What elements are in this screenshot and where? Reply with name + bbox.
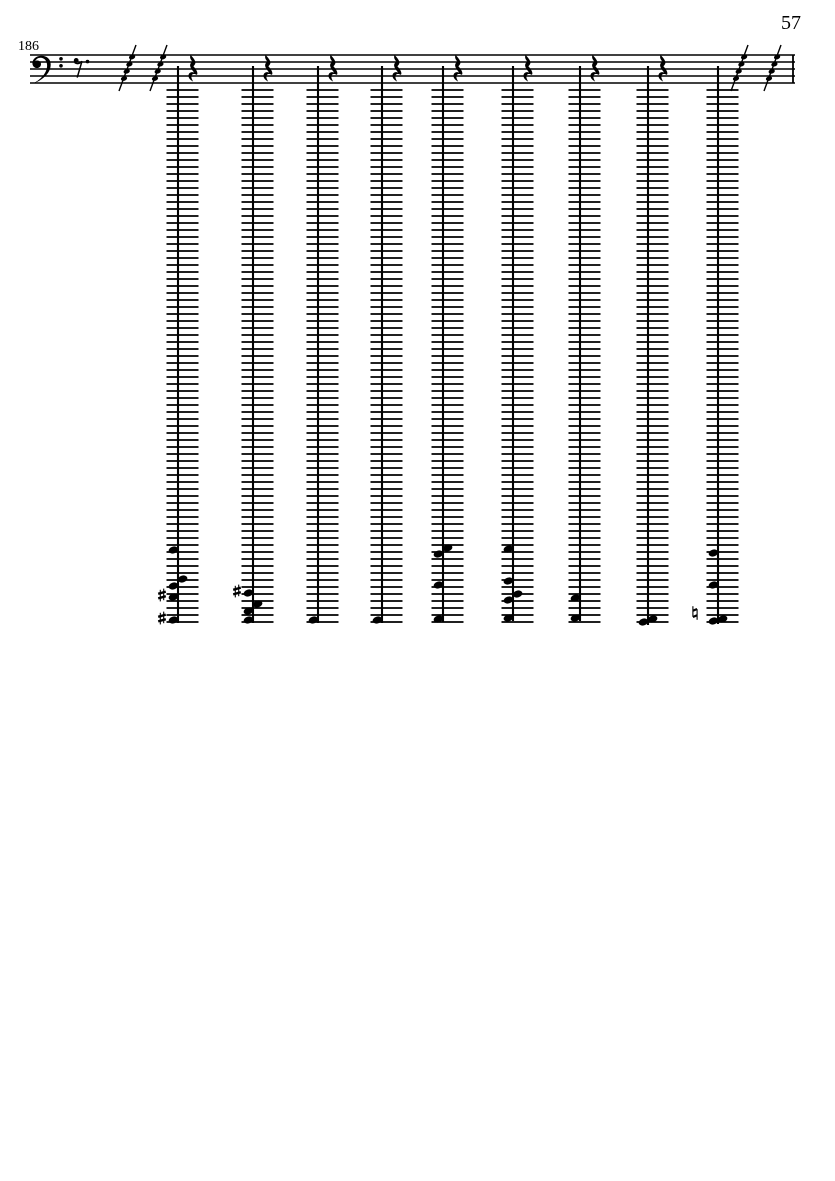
grace-chord <box>764 45 781 91</box>
bass-clef-dot <box>59 64 63 68</box>
note-column <box>693 66 739 626</box>
grace-chord <box>119 45 136 91</box>
grace-slash <box>119 45 136 91</box>
note-column <box>432 55 464 624</box>
natural-stroke <box>693 609 697 611</box>
sharp-icon <box>158 589 166 602</box>
note-column <box>371 55 403 625</box>
eighth-rest-icon <box>74 58 90 78</box>
sharp-stroke <box>158 619 166 621</box>
grace-chord <box>731 45 748 91</box>
augmentation-dot <box>86 60 90 64</box>
sharp-stroke <box>233 588 241 590</box>
staff <box>30 55 795 83</box>
page-number: 57 <box>781 12 801 34</box>
sharp-stroke <box>233 592 241 594</box>
note-column <box>307 55 339 625</box>
music-system <box>30 45 795 627</box>
grace-slash <box>731 45 748 91</box>
bass-clef-dot <box>59 57 63 61</box>
note-column <box>569 55 601 623</box>
measure-number: 186 <box>18 39 39 54</box>
sharp-stroke <box>158 615 166 617</box>
note-column <box>233 55 273 625</box>
note-column <box>502 55 534 623</box>
grace-slash <box>764 45 781 91</box>
grace-chord <box>150 45 167 91</box>
natural-icon <box>693 606 697 620</box>
sharp-icon <box>233 585 241 598</box>
sharp-stroke <box>158 596 166 598</box>
note-column <box>637 55 669 627</box>
grace-slash <box>150 45 167 91</box>
sharp-icon <box>158 612 166 625</box>
eighth-rest-blob <box>74 58 79 63</box>
sharp-stroke <box>158 592 166 594</box>
natural-stroke <box>693 615 697 617</box>
note-column <box>158 55 198 625</box>
